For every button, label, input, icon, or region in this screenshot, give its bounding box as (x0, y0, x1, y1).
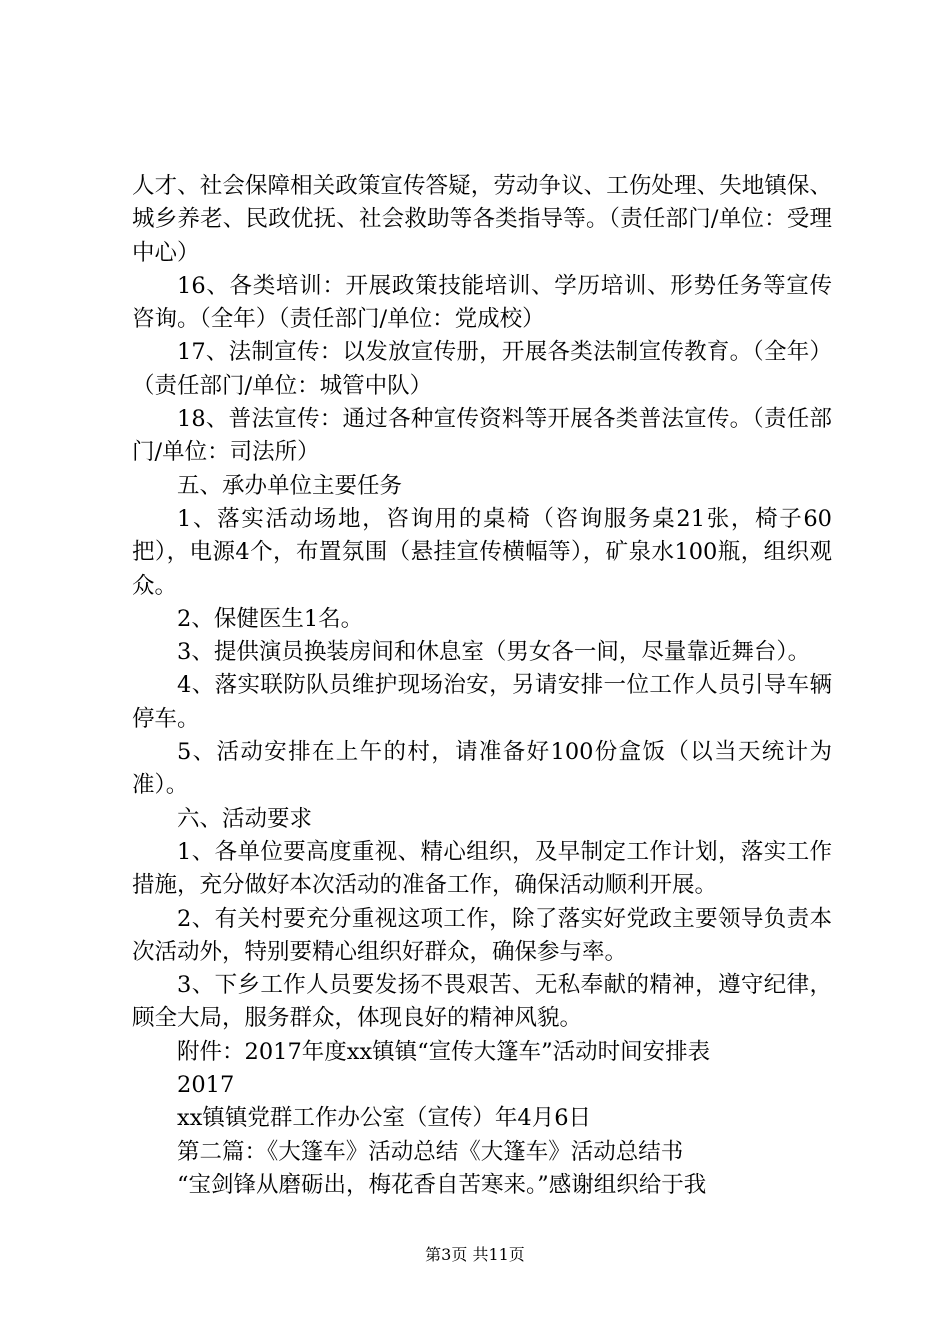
paragraph-12: 1、各单位要高度重视、精心组织，及早制定工作计划，落实工作措施，充分做好本次活动的准备工作，确保活动顺利开展。 (132, 838, 832, 899)
year-line: 2017 (177, 1072, 235, 1099)
section-heading-5: 五、承办单位主要任务 (177, 472, 403, 499)
paragraph-3: 17、法制宣传：以发放宣传册，开展各类法制宣传教育。（全年）（责任部门/单位：城管中队） (132, 339, 832, 399)
issuer-date-line: xx镇镇党群工作办公室（宣传）年4月6日 (177, 1105, 592, 1132)
attachment-line: 附件：2017年度xx镇镇“宣传大篷车”活动时间安排表 (177, 1038, 711, 1065)
paragraph-10: 5、活动安排在上午的村，请准备好100份盒饭（以当天统计为准）。 (132, 739, 832, 799)
paragraph-7: 2、保健医生1名。 (177, 605, 364, 632)
paragraph-8: 3、提供演员换装房间和休息室（男女各一间，尽量靠近舞台）。 (177, 639, 811, 666)
page-number-footer: 第3页 共11页 (425, 1245, 525, 1264)
paragraph-14: 3、下乡工作人员要发扬不畏艰苦、无私奉献的精神，遵守纪律，顾全大局，服务群众，体现良好的精神风貌。 (132, 972, 832, 1032)
paragraph-2: 16、各类培训：开展政策技能培训、学历培训、形势任务等宣传咨询。（全年）（责任部门/单位：党成校） (132, 272, 832, 333)
paragraph-1: 人才、社会保障相关政策宣传答疑，劳动争议、工伤处理、失地镇保、城乡养老、民政优抚、社会救助等各类指导等。（责任部门/单位：受理中心） (132, 173, 832, 266)
paragraph-9: 4、落实联防队员维护现场治安，另请安排一位工作人员引导车辆停车。 (132, 672, 832, 732)
paragraph-6: 1、落实活动场地，咨询用的桌椅（咨询服务桌21张，椅子60把），电源4个，布置氛围（悬挂宣传横幅等），矿泉水100瓶，组织观众。 (132, 505, 832, 599)
quote-line: “宝剑锋从磨砺出，梅花香自苦寒来。”感谢组织给于我 (177, 1171, 707, 1198)
paragraph-4: 18、普法宣传：通过各种宣传资料等开展各类普法宣传。（责任部门/单位：司法所） (132, 406, 832, 466)
document-body (132, 170, 832, 1202)
chapter-title: 第二篇：《大篷车》活动总结《大篷车》活动总结书 (177, 1138, 684, 1165)
paragraph-13: 2、有关村要充分重视这项工作，除了落实好党政主要领导负责本次活动外，特别要精心组织好群众，确保参与率。 (132, 905, 832, 965)
section-heading-6: 六、活动要求 (177, 805, 313, 832)
